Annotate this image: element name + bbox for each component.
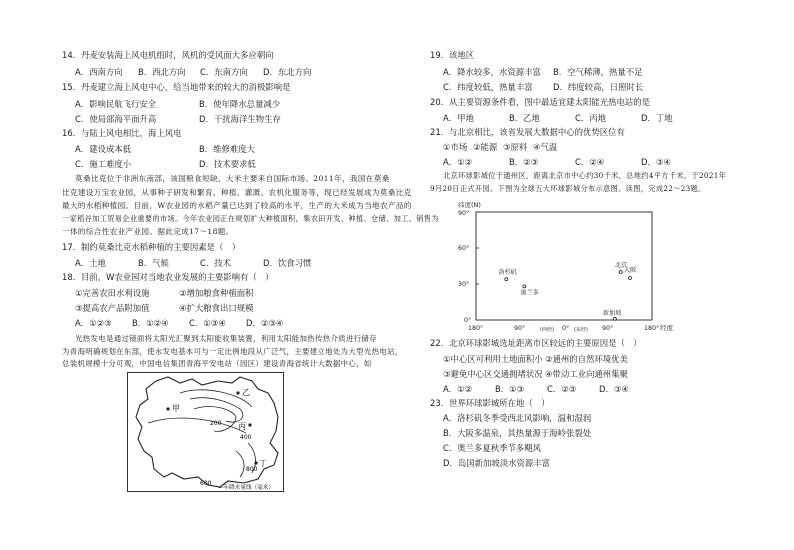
q14-option-a: A．西南方向 <box>75 67 123 77</box>
q15-option-b: B．使年降水总量减少 <box>199 99 281 109</box>
passage1-line: 最大的水稻种植园。目前，W农业园的水稻产量已达到了较高的水平，生产的大米成为当地农产品的 <box>62 201 412 210</box>
q21-stem: 21．与北京相比，该省发展大数据中心的优势区位有 <box>430 127 625 137</box>
q19-option-b: B．空气稀薄，热量不足 <box>553 67 643 77</box>
q17-option-b: B．气候 <box>138 258 169 268</box>
point-marker <box>619 271 622 274</box>
q22-option-b: B．①③ <box>495 384 525 394</box>
passage2-line: 总装机规模十分可观，中国电信集团青海平安电站（园区）建设青海省统计大数据中心，如 <box>62 359 372 368</box>
map-legend: —年降水量线（毫米） <box>218 485 274 491</box>
q19-stem: 19．该地区 <box>430 50 475 60</box>
q23-option-c: C．奥兰多夏秋季节多飓风 <box>443 443 541 453</box>
q16-option-a: A．建设成本低 <box>75 144 131 154</box>
q18-option-c: C．①③④ <box>189 318 226 328</box>
isoline-200b <box>190 398 243 422</box>
map-svg <box>128 373 283 491</box>
q22-option-c: C．②③ <box>547 384 577 394</box>
q18-item-2: ②增加粮食种植面积 <box>179 288 254 298</box>
point-label: 北京 <box>614 262 628 269</box>
q19-option-c: C．纬度较低，热量丰富 <box>443 82 533 92</box>
q14-option-b: B．西北方向 <box>138 67 186 77</box>
q22-item-1: ①中心区可利用土地面积小 <box>443 354 543 364</box>
point-marker <box>613 317 616 320</box>
place-bing-label: 丙 <box>238 422 246 431</box>
isoline-label-200: 200 <box>210 420 222 427</box>
ytick-label: 0° <box>464 317 472 324</box>
q16-option-d: D．技术要求低 <box>199 159 256 169</box>
xtick-label: 90° <box>602 325 614 332</box>
q16-option-b: B．维修难度大 <box>199 144 255 154</box>
point-label: 奥兰多 <box>520 289 539 297</box>
chart-svg <box>446 198 676 338</box>
q19-option-d: D．纬度较高，日照时长 <box>553 82 644 92</box>
q15-option-d: D．干扰海洋生物生存 <box>199 114 281 124</box>
q20-option-b: B．乙地 <box>509 113 540 123</box>
points-layer <box>498 261 636 320</box>
place-ding-marker <box>254 461 257 464</box>
q21-item-4: ④气温 <box>533 142 558 152</box>
ytick-label: 90° <box>458 210 470 217</box>
xtick-label: (西经) <box>540 327 554 333</box>
isoline-label-600: 600 <box>200 480 212 487</box>
q22-item-2: ②通州的自然环境优美 <box>545 354 628 364</box>
q21-item-2: ②能源 <box>473 142 498 152</box>
q18-option-a: A．①②③ <box>75 318 112 328</box>
q20-stem: 20．从主要资源条件看，图中最适宜建太阳能光热电站的是 <box>430 97 651 107</box>
q20-option-c: C．丙地 <box>575 113 606 123</box>
passage2-line: 为青海明确规划在东部，使水发电基本可与一定比例地段从广泛气，主要建立地处为大型光热电站， <box>62 347 403 356</box>
universal-studios-chart <box>446 198 676 338</box>
passage3-line: 北京环球影城位于通州区，距离北京市中心约30千米，总地约4平方千米，于2021年 <box>443 171 727 180</box>
place-jia-marker <box>166 407 169 410</box>
q23-option-d: D．岛国新加坡淡水资源丰富 <box>443 458 550 468</box>
q17-option-c: C．技术 <box>200 258 231 268</box>
q16-stem: 16．与陆上风电相比，海上风电 <box>62 128 182 138</box>
ytick-label: 60° <box>458 245 470 252</box>
q23-option-a: A．洛杉矶冬季受西北风影响，温和湿润 <box>443 413 592 423</box>
point-marker <box>629 277 632 280</box>
chart-ylabel: 纬度(N) <box>458 201 481 209</box>
q21-option-a: A．①② <box>443 157 473 167</box>
xtick-label: (东经) <box>574 327 588 333</box>
q18-item-3: ③提高农产品附加值 <box>75 303 150 313</box>
passage1-line: 一家稻谷加工贸易企业重要的市场。今年农业园正在规划扩大种植面积，集农田开发、种植、仓储、加工、销售为 <box>62 214 439 223</box>
q21-item-1: ①市场 <box>443 142 468 152</box>
q21-option-b: B．②③ <box>509 157 539 167</box>
passage1-line: 比克建设万宝农业园，从事种子研发和繁育、种植、灌溉、农机化服务等，现已经发展成为莫桑比克 <box>62 188 412 197</box>
passage1-line: 莫桑比克位于非洲东南部，该国粮食短缺，大米主要来自国际市场。2011年，我国在莫桑 <box>75 174 390 183</box>
point-marker <box>523 285 526 288</box>
q14-stem: 14．丹麦安装海上风电机组时，风机的受风面大多应朝向 <box>62 50 274 60</box>
xtick-label: 90° <box>514 325 526 332</box>
q20-option-a: A．甲地 <box>443 113 474 123</box>
q15-option-c: C．使局部海平面升高 <box>75 114 157 124</box>
passage2-line: 光热发电是通过镜面将太阳光汇聚到太阳能收集装置，利用太阳能加热传热介质进行储存 <box>75 334 377 343</box>
q17-option-a: A．土地 <box>75 258 106 268</box>
precipitation-map <box>127 372 284 492</box>
q15-option-a: A．影响民航飞行安全 <box>75 99 157 109</box>
q22-option-d: D．③④ <box>599 384 629 394</box>
place-ding-label: 丁 <box>259 459 267 468</box>
q21-option-c: C．②④ <box>575 157 605 167</box>
q22-option-a: A．①② <box>443 384 473 394</box>
isoline-label-800: 800 <box>246 466 258 473</box>
q18-option-d: D．②③④ <box>246 318 284 328</box>
xtick-label: 180° <box>644 325 660 332</box>
q14-option-c: C．东南方向 <box>200 67 248 77</box>
ytick-label: 30° <box>458 281 470 288</box>
point-label: 洛杉矶 <box>498 269 517 277</box>
q14-option-d: D．东北方向 <box>263 67 312 77</box>
q18-item-1: ①完善农田水利设施 <box>75 288 150 298</box>
q18-option-b: B．①②④ <box>132 318 169 328</box>
xtick-label: 180° <box>468 325 484 332</box>
place-yi-marker <box>236 391 239 394</box>
isoline-label-400: 400 <box>240 434 252 441</box>
passage1-line: 一体的综合性农业产业园。据此完成17～18题。 <box>62 227 234 236</box>
q22-item-3: ③避免中心区交通拥堵状况 <box>443 369 543 379</box>
q17-stem: 17．制约莫桑比克水稻种植的主要因素是（ ） <box>62 242 241 252</box>
passage3-line: 9月20日正式开园。下图为全球五大环球影城分布示意图。读图，完成22～23题。 <box>430 184 706 193</box>
q22-stem: 22．北京环球影城选址距离市区较远的主要原因是（ ） <box>430 338 642 348</box>
q17-option-d: D．饮食习惯 <box>263 258 312 268</box>
q21-option-d: D．③④ <box>641 157 671 167</box>
q23-stem: 23．世界环球影城所在地（ ） <box>430 398 550 408</box>
place-yi-label: 乙 <box>242 388 250 397</box>
chart-xlabel: 经度 <box>660 324 673 332</box>
isoline-800 <box>236 451 244 477</box>
q22-item-4: ④带动工业向通州集聚 <box>545 369 628 379</box>
q16-option-c: C．施工难度小 <box>75 159 132 169</box>
xtick-label: 0° <box>562 325 570 332</box>
q23-option-b: B．大阪多温泉，其热量源于海岭张裂处 <box>443 428 592 438</box>
q19-option-a: A．降水较多，水资源丰富 <box>443 67 541 77</box>
point-marker <box>505 278 508 281</box>
place-bing-marker <box>248 423 251 426</box>
point-label: 大阪 <box>624 267 637 274</box>
q21-item-3: ③原料 <box>503 142 528 152</box>
q18-item-4: ④扩大粮食出口规模 <box>179 303 254 313</box>
place-jia-label: 甲 <box>172 404 180 413</box>
point-label: 新加坡 <box>602 309 622 317</box>
q15-stem: 15．丹麦建立海上风电中心，给当地带来的较大的消极影响是 <box>62 82 291 92</box>
q18-stem: 18．目前，W农业园对当地农业发展的主要影响有（ ） <box>62 272 274 282</box>
q20-option-d: D．丁地 <box>641 113 673 123</box>
